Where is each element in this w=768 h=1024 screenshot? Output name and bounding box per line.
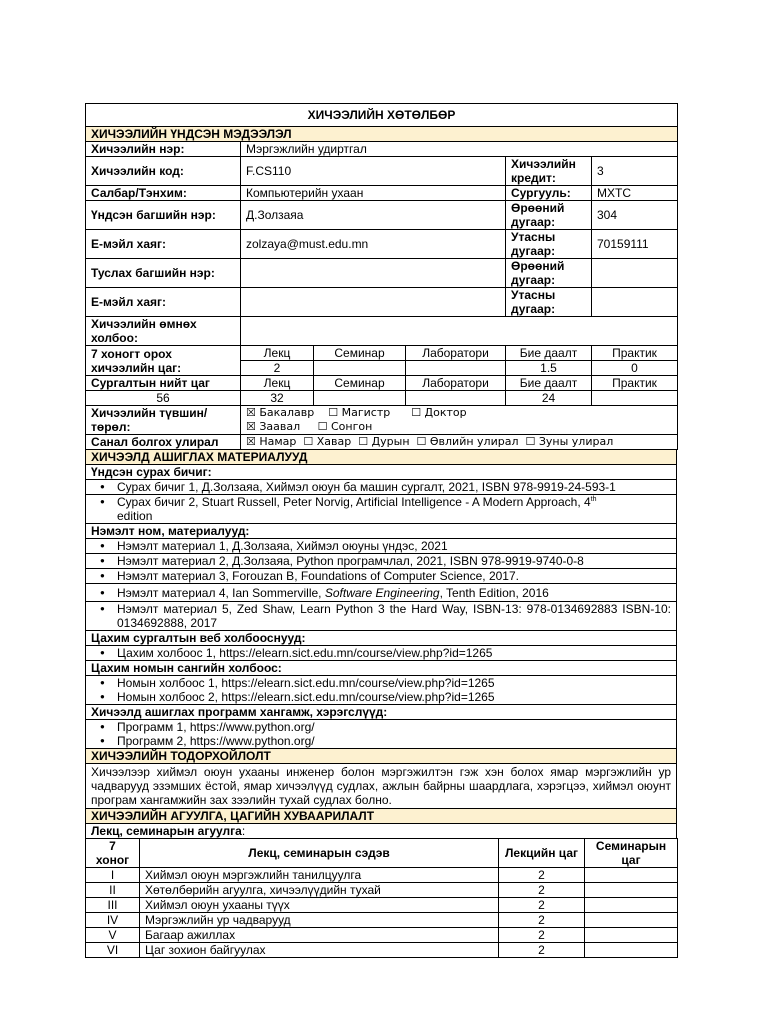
row-lecture-hours: 2 [499, 943, 585, 958]
row-lecture-hours: 2 [499, 913, 585, 928]
main-book-2-sup: th [590, 496, 597, 503]
total-practice-header: Практик [592, 376, 678, 391]
school-value: МХТС [592, 186, 678, 201]
row-seminar-hours [585, 943, 678, 958]
row-topic: Мэргэжлийн ур чадварууд [140, 913, 499, 928]
assistant-room-value [592, 259, 678, 288]
teacher-value: Д.Золзаяа [241, 201, 506, 230]
col-lecture-header: Лекцийн цаг [499, 839, 585, 868]
row-seminar-hours [585, 898, 678, 913]
library-label: Цахим номын сангийн холбоос: [86, 661, 677, 676]
level-label: Хичээлийн түвшин/төрөл: [86, 406, 241, 435]
total-lecture-value: 32 [241, 391, 314, 406]
extra-materials-label: Нэмэлт ном, материалууд: [86, 524, 677, 539]
lecture-content-label-text: Лекц, семинарын агуулга [91, 824, 242, 838]
level-type-checkboxes: ☒ Заавал ☐ Сонгон [246, 420, 373, 433]
room-value: 304 [592, 201, 678, 230]
library-link-2[interactable]: ● Номын холбоос 2, https://elearn.sict.edu.mn/course/view.php?id=1265 [117, 690, 671, 704]
extra-material-4 [117, 586, 671, 600]
course-program-document [85, 103, 677, 958]
row-seminar-hours [585, 913, 678, 928]
lecture-content-colon: : [241, 824, 246, 838]
extra-material-1: ● Нэмэлт материал 1, Д.Золзаяа, Хиймэл оюуны үндэс, 2021 [117, 539, 671, 553]
main-book-2-text: Сурах бичиг 2, Stuart Russell, Peter Norvig, Artificial Intelligence - A Modern Approach, 4 [117, 495, 591, 509]
row-lecture-hours: 2 [499, 868, 585, 883]
total-seminar-header: Семинар [314, 376, 406, 391]
row-lecture-hours: 2 [499, 928, 585, 943]
extra-material-5: ● Нэмэлт материал 5, Zed Shaw, Learn Python 3 the Hard Way, ISBN-13: 978-0134692883 ISBN-10: 0134692888, 2017 [117, 602, 671, 630]
weekly-lecture-value: 2 [241, 361, 314, 376]
season-checkboxes: ☒ Намар ☐ Хавар ☐ Дурын ☐ Өвлийн улирал ☐ Зуны улирал [241, 435, 678, 450]
weekly-seminar-value [314, 361, 406, 376]
extra-4-edition: , Tenth Edition, 2016 [439, 585, 549, 600]
level-options [241, 406, 678, 435]
total-hours-value: 56 [86, 391, 241, 406]
row-week: V [86, 928, 140, 943]
phone-label: Утасны дугаар: [506, 230, 592, 259]
document-title: ХИЧЭЭЛИЙН ХӨТӨЛБӨР [86, 104, 678, 127]
extra-list-5 [91, 602, 671, 630]
lecture-content-label [86, 824, 677, 839]
extra-list-2 [91, 554, 671, 568]
total-self-value: 24 [506, 391, 592, 406]
section-description: ХИЧЭЭЛИЙН ТОДОРХОЙЛОЛТ [86, 749, 677, 764]
weekly-self-value: 1.5 [506, 361, 592, 376]
elearn-label: Цахим сургалтын веб холбооснууд: [86, 631, 677, 646]
department-value: Компьютерийн ухаан [241, 186, 506, 201]
weekly-lab-value [406, 361, 506, 376]
assistant-label: Туслах багшийн нэр: [86, 259, 241, 288]
row-topic: Багаар ажиллах [140, 928, 499, 943]
software-label: Хичээлд ашиглах программ хангамж, хэрэгслүүд: [86, 705, 677, 720]
description-text: Хичээлээр хиймэл оюун ухааны инженер болон мэргэжилтэн гэж хэн болох ямар мэргэжлийн ур чадварууд эзэмших ёстой, ямар хичээлүүд судлах, ажлын байрны шаардлага, хэрэгцээ, хиймэл оюунт програм хангамжийн зах зээлийн тухай судлах болно. [86, 764, 677, 809]
table-row [86, 868, 678, 883]
email-value: zolzaya@must.edu.mn [241, 230, 506, 259]
extra-material-2: ● Нэмэлт материал 2, Д.Золзаяа, Python програмчлал, 2021, ISBN 978-9919-9740-0-8 [117, 554, 671, 568]
row-week: IV [86, 913, 140, 928]
assistant-phone-label: Утасны дугаар: [506, 288, 592, 317]
row-week: III [86, 898, 140, 913]
total-lab-header: Лаборатори [406, 376, 506, 391]
department-label: Салбар/Тэнхим: [86, 186, 241, 201]
course-credit-value: 3 [592, 157, 678, 186]
weekly-seminar-header: Семинар [314, 346, 406, 361]
extra-list-3 [91, 569, 671, 583]
row-lecture-hours: 2 [499, 898, 585, 913]
main-book-2-edition: edition [117, 509, 153, 523]
total-practice-value [592, 391, 678, 406]
assistant-email-value [241, 288, 506, 317]
table-row [86, 913, 678, 928]
season-label: Санал болгох улирал [86, 435, 241, 450]
prerequisite-label: Хичээлийн өмнөх холбоо: [86, 317, 241, 346]
row-topic: Хөтөлбөрийн агуулга, хичээлүүдийн тухай [140, 883, 499, 898]
assistant-room-label: Өрөөний дугаар: [506, 259, 592, 288]
teacher-label: Үндсэн багшийн нэр: [86, 201, 241, 230]
assistant-email-label: Е-мэйл хаяг: [86, 288, 241, 317]
table-row [86, 928, 678, 943]
table-row [86, 898, 678, 913]
assistant-value [241, 259, 506, 288]
total-lab-value [406, 391, 506, 406]
col-week-header: 7 хоног [86, 839, 140, 868]
col-topic-header: Лекц, семинарын сэдэв [140, 839, 499, 868]
schedule-table [85, 838, 678, 958]
course-name-label: Хичээлийн нэр: [86, 142, 241, 157]
table-row [86, 943, 678, 958]
main-book-2 [117, 495, 671, 523]
school-label: Сургууль: [506, 186, 592, 201]
course-code-value: F.CS110 [241, 157, 506, 186]
elearn-link-1[interactable]: ● Цахим холбоос 1, https://elearn.sict.edu.mn/course/view.php?id=1265 [117, 646, 671, 660]
row-topic: Цаг зохион байгуулах [140, 943, 499, 958]
course-info-table [85, 103, 678, 450]
row-week: I [86, 868, 140, 883]
row-seminar-hours [585, 868, 678, 883]
section-basic-info: ХИЧЭЭЛИЙН ҮНДСЭН МЭДЭЭЛЭЛ [86, 127, 678, 142]
course-code-label: Хичээлийн код: [86, 157, 241, 186]
extra-list-4 [91, 586, 671, 600]
table-row [86, 883, 678, 898]
row-week: II [86, 883, 140, 898]
elearn-list [91, 646, 671, 660]
materials-table [85, 449, 677, 839]
weekly-self-header: Бие даалт [506, 346, 592, 361]
total-seminar-value [314, 391, 406, 406]
row-week: VI [86, 943, 140, 958]
weekly-practice-header: Практик [592, 346, 678, 361]
row-topic: Хиймэл оюун ухааны түүх [140, 898, 499, 913]
room-label: Өрөөний дугаар: [506, 201, 592, 230]
col-seminar-header: Семинарын цаг [585, 839, 678, 868]
library-list [91, 676, 671, 704]
phone-value: 70159111 [592, 230, 678, 259]
total-lecture-header: Лекц [241, 376, 314, 391]
main-books-list-2 [91, 495, 671, 523]
weekly-hours-label: 7 хоногт орох хичээлийн цаг: [86, 346, 241, 376]
row-seminar-hours [585, 883, 678, 898]
extra-4-title: Software Engineering [324, 585, 440, 600]
extra-list-1 [91, 539, 671, 553]
main-books-list [91, 480, 671, 494]
course-credit-label: Хичээлийн кредит: [506, 157, 592, 186]
level-degree-checkboxes: ☒ Бакалавр ☐ Магистр ☐ Доктор [246, 406, 467, 419]
extra-material-3: ● Нэмэлт материал 3, Forouzan B, Foundations of Computer Science, 2017. [117, 569, 671, 583]
library-link-1[interactable]: ● Номын холбоос 1, https://elearn.sict.edu.mn/course/view.php?id=1265 [117, 676, 671, 690]
software-list [91, 720, 671, 748]
weekly-practice-value: 0 [592, 361, 678, 376]
section-content: ХИЧЭЭЛИЙН АГУУЛГА, ЦАГИЙН ХУВААРИЛАЛТ [86, 809, 677, 824]
row-lecture-hours: 2 [499, 883, 585, 898]
weekly-lecture-header: Лекц [241, 346, 314, 361]
weekly-lab-header: Лаборатори [406, 346, 506, 361]
extra-4-author: Нэмэлт материал 4, Ian Sommerville, [117, 585, 325, 600]
main-books-label: Үндсэн сурах бичиг: [86, 465, 677, 480]
email-label: Е-мэйл хаяг: [86, 230, 241, 259]
software-link-1[interactable]: ● Программ 1, https://www.python.org/ [117, 720, 671, 734]
section-materials: ХИЧЭЭЛД АШИГЛАХ МАТЕРИАЛУУД [86, 450, 677, 465]
assistant-phone-value [592, 288, 678, 317]
row-seminar-hours [585, 928, 678, 943]
row-topic: Хиймэл оюун мэргэжлийн танилцуулга [140, 868, 499, 883]
prerequisite-value [241, 317, 678, 346]
software-link-2[interactable]: ● Программ 2, https://www.python.org/ [117, 734, 671, 748]
total-hours-label: Сургалтын нийт цаг [86, 376, 241, 391]
total-self-header: Бие даалт [506, 376, 592, 391]
main-book-1: ● Сурах бичиг 1, Д.Золзаяа, Хиймэл оюун ба машин сургалт, 2021, ISBN 978-9919-24-593-1 [117, 480, 671, 494]
course-name-value: Мэргэжлийн удиртгал [241, 142, 678, 157]
